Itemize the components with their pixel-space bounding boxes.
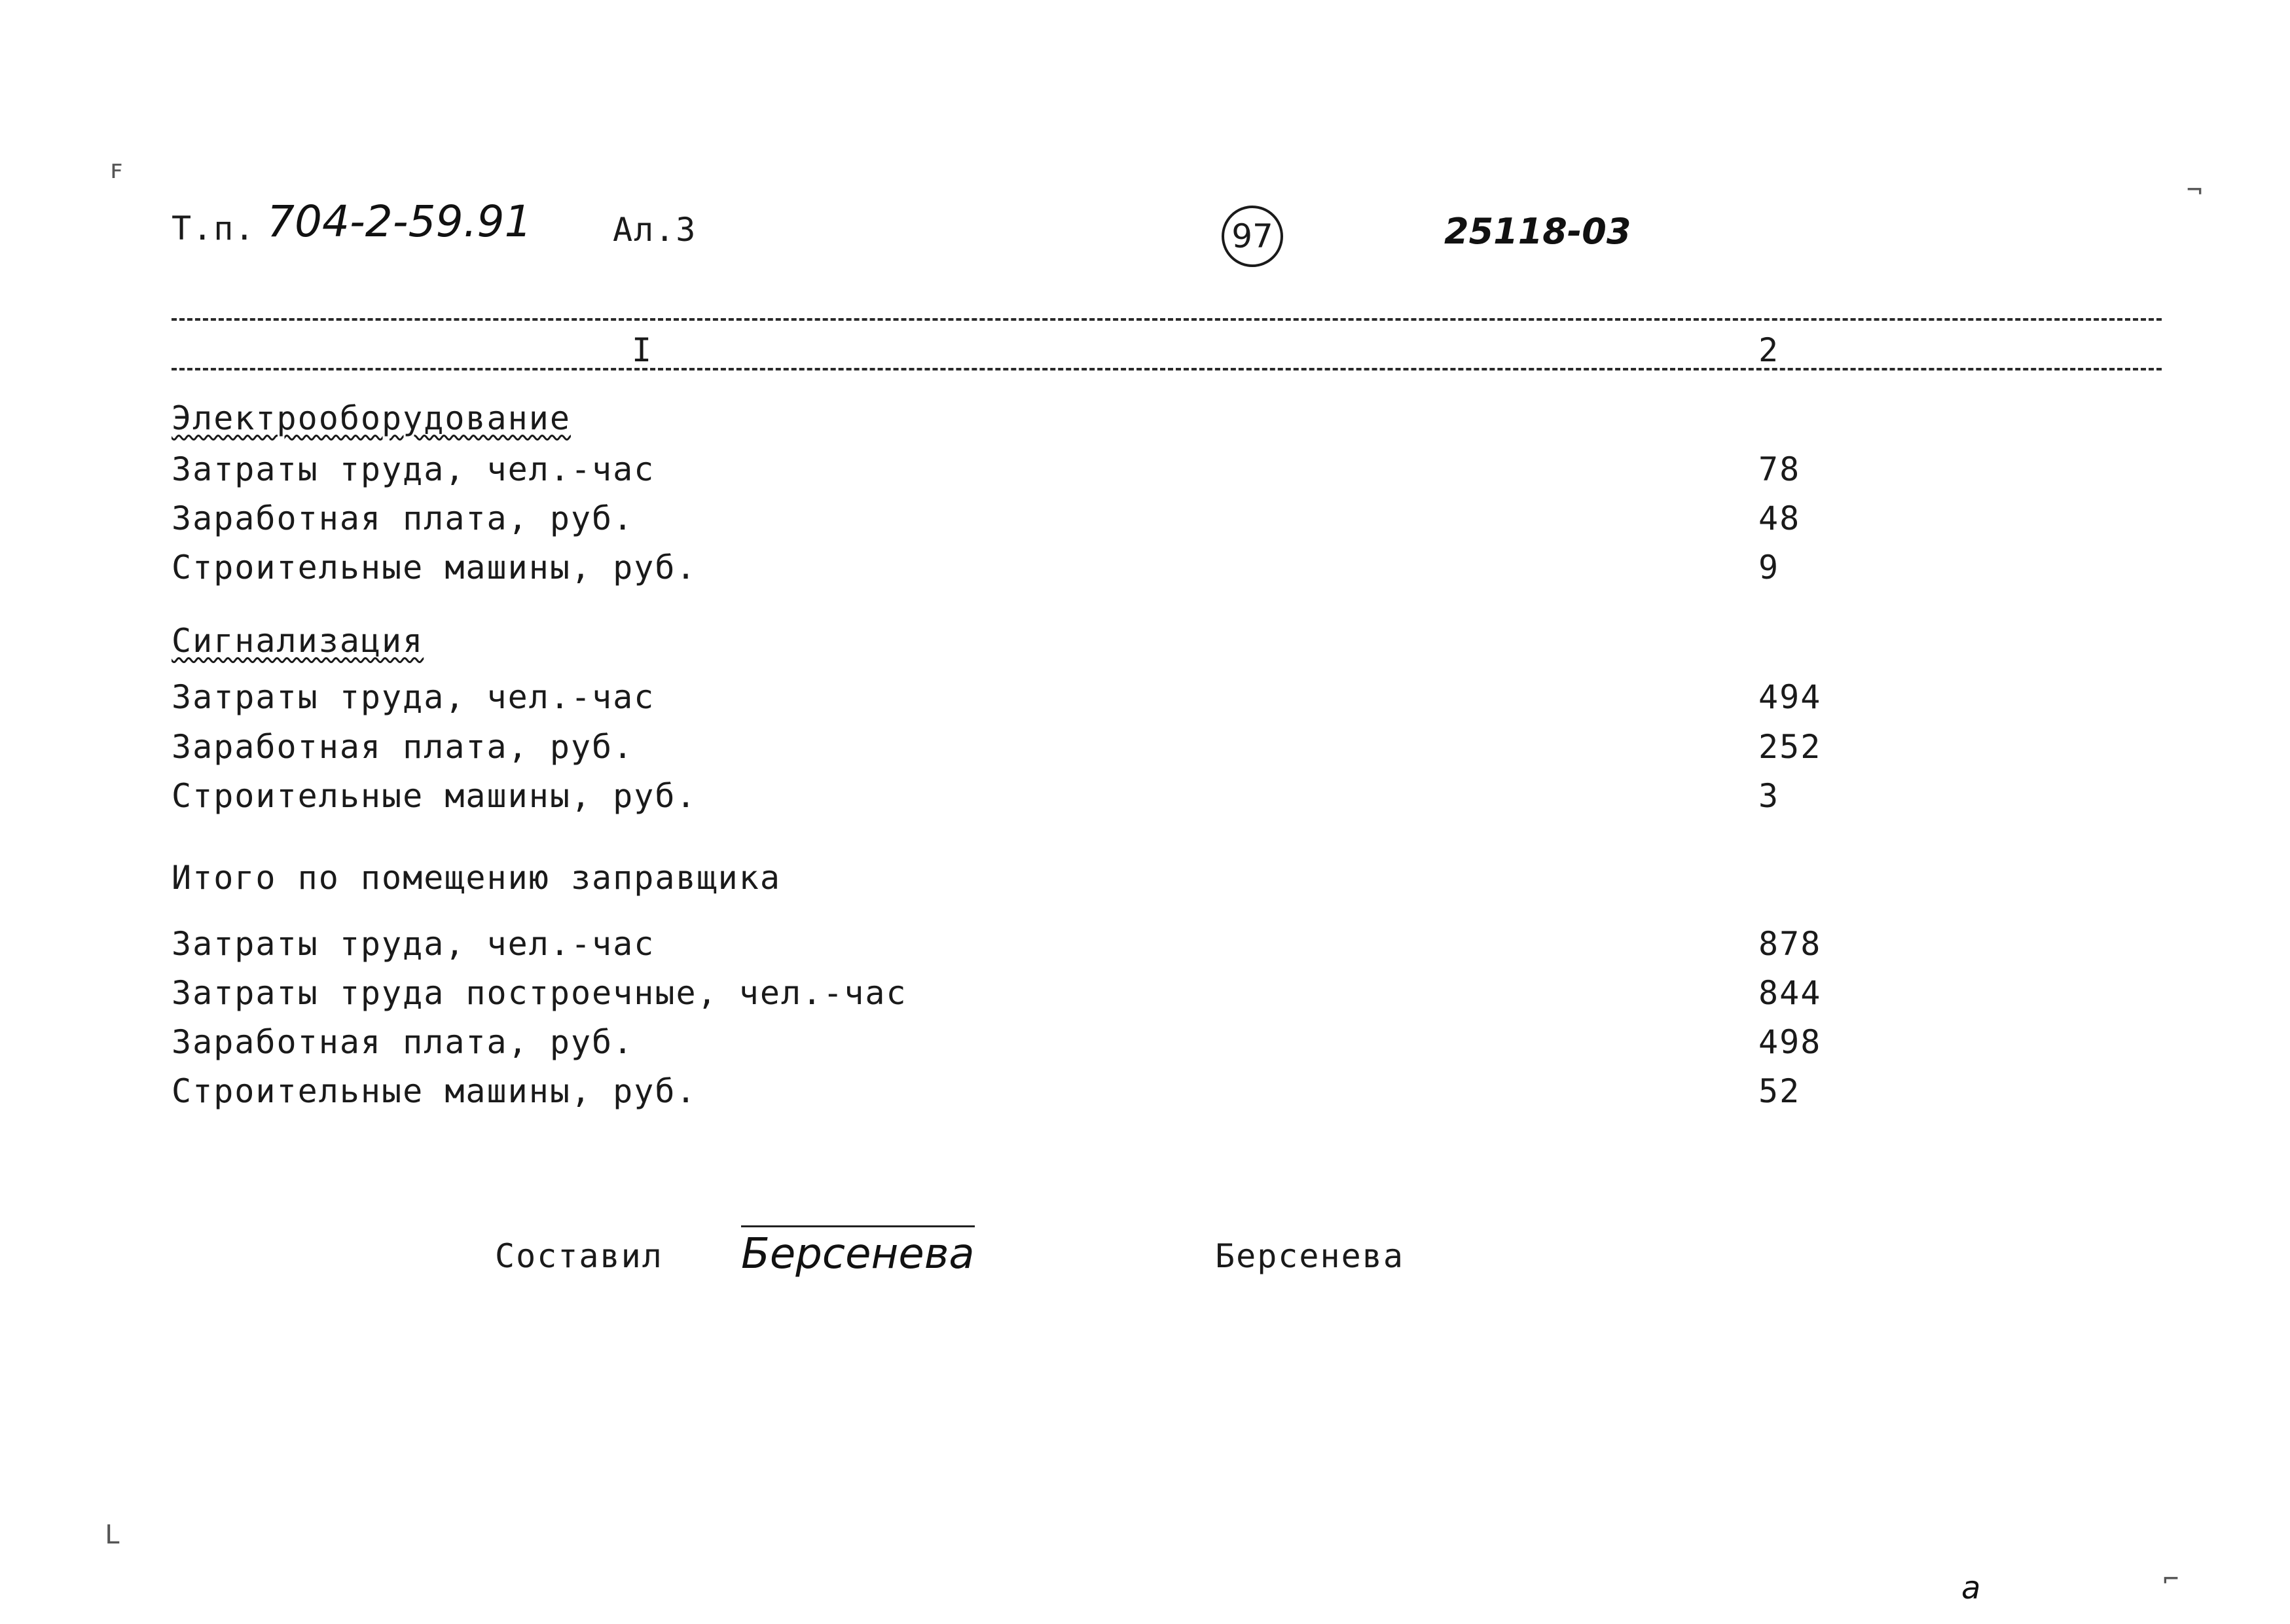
table-header-rule <box>172 368 2162 370</box>
row-label: Строительные машины, руб. <box>172 549 697 586</box>
album-label: Ал.3 <box>613 211 697 249</box>
compiler-name: Берсенева <box>1215 1237 1404 1275</box>
row-value: 498 <box>1758 1023 1822 1061</box>
scan-corner-mark-top-left: ꜰ <box>110 154 123 185</box>
section-title-signaling: Сигнализация <box>172 622 424 660</box>
row-value: 878 <box>1758 925 1822 963</box>
row-value: 3 <box>1758 777 1780 815</box>
row-value: 844 <box>1758 974 1822 1012</box>
scan-corner-mark-bottom-left: L <box>105 1520 121 1550</box>
project-number: 704-2-59.91 <box>267 196 532 247</box>
header-prefix: Т.п. <box>172 209 256 247</box>
row-value: 252 <box>1758 728 1822 766</box>
scan-corner-mark-bottom-right: ⌐ <box>2163 1564 2179 1595</box>
row-value: 52 <box>1758 1072 1801 1110</box>
table-top-rule <box>172 318 2162 321</box>
row-label: Затраты труда, чел.-час <box>172 678 655 716</box>
row-value: 494 <box>1758 678 1822 716</box>
section-title-electrical: Электрооборудование <box>172 399 571 437</box>
row-label: Затраты труда, чел.-час <box>172 450 655 488</box>
row-label: Строительные машины, руб. <box>172 1072 697 1110</box>
corner-handwritten-note: a <box>1961 1570 1981 1606</box>
row-value: 48 <box>1758 499 1801 537</box>
compiled-by-label: Составил <box>495 1237 663 1275</box>
row-label: Заработная плата, руб. <box>172 1023 634 1061</box>
document-code: 25118-03 <box>1444 211 1631 252</box>
row-label: Строительные машины, руб. <box>172 777 697 815</box>
row-label: Затраты труда построечные, чел.-час <box>172 974 907 1012</box>
page-number-stamp <box>1222 206 1283 267</box>
scan-corner-mark-top-right: ¬ <box>2187 175 2203 206</box>
section-title-total: Итого по помещению заправщика <box>172 859 781 897</box>
row-label: Заработная плата, руб. <box>172 728 634 766</box>
column-1-header: I <box>632 331 653 369</box>
column-2-header: 2 <box>1758 331 1780 369</box>
row-value: 78 <box>1758 450 1801 488</box>
row-value: 9 <box>1758 549 1780 586</box>
row-label: Затраты труда, чел.-час <box>172 925 655 963</box>
row-label: Заработная плата, руб. <box>172 499 634 537</box>
handwritten-signature: Берсенева <box>741 1225 975 1278</box>
page-number: 97 <box>1231 217 1273 255</box>
